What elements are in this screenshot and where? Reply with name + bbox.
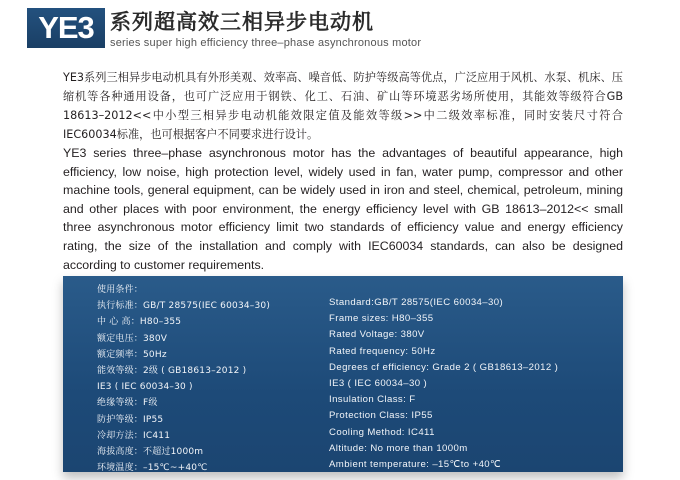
spec-cn-protection: 防护等级：IP55 (97, 414, 164, 425)
spec-en-efficiency: Degrees cf efficiency: Grade 2 ( GB18613–2012 ) (329, 361, 559, 373)
spec-en-frame-size: Frame sizes: H80–355 (329, 313, 434, 325)
spec-cn-standard: 执行标准：GB/T 28575(IEC 60034–30) (97, 301, 271, 312)
page-title-cn: 系列超高效三相异步电动机 (110, 10, 374, 34)
spec-cn-altitude: 海拔高度：不超过1000m (97, 446, 204, 457)
spec-cn-cooling: 冷却方法：IC411 (97, 430, 171, 441)
spec-cn-ie3: IE3 ( IEC 60034–30 ) (97, 382, 193, 393)
spec-en-frequency: Rated frequency: 50Hz (329, 345, 436, 357)
spec-en-insulation: Insulation Class: F (329, 394, 416, 406)
page-header (0, 0, 680, 62)
spec-cn-voltage: 额定电压：380V (97, 333, 168, 344)
description-cn: YE3系列三相异步电动机具有外形美观、效率高、噪音低、防护等级高等优点，广泛应用于风机、水泵、机床、压缩机等各种通用设备，也可广泛应用于钢铁、化工、石油、矿山等环境恶劣场所使用，其能效等级符合GB 18613–2012<<中小型三相异步电动机能效限定值及能效等级>>中二级效率标准，同时安装尺寸符合IEC60034标准，也可根据客户不同要求进行设计。 (63, 71, 635, 141)
spec-cn-heading: 使用条件： (97, 285, 144, 295)
spec-en-standard: Standard:GB/T 28575(IEC 60034–30) (329, 297, 504, 308)
spec-en-ie3: IE3 ( IEC 60034–30 ) (329, 377, 428, 389)
spec-en-temperature: Ambient temperature: –15℃to +40℃ (329, 458, 502, 470)
spec-en-altitude: Altitude: No more than 1000m (329, 442, 468, 454)
spec-cn-frequency: 额定频率：50Hz (97, 349, 167, 360)
spec-en-voltage: Rated Voltage: 380V (329, 329, 425, 341)
spec-en-protection: Protection Class: IP55 (329, 410, 433, 422)
specifications-en (329, 295, 619, 473)
spec-cn-temperature: 环境温度：–15℃~+40℃ (97, 463, 208, 474)
description-en: YE3 series three–phase asynchronous motor has the advantages of beautiful appearance, high efficiency, low noise, high protection level, widely used in fan, water pump, compressor and other machine tools, general equipment, can be widely used in iron and steel, chemical, petroleum, mining and other places with poor environment, the energy efficiency level with GB 18613–2012<< small three asynchronous motor efficiency limit two standards of efficiency value and energy efficiency rating, the size of the installation and comply with IEC60034 standards, can also be designed according to customer requirements. (63, 146, 623, 272)
model-logo: YE3 (27, 8, 105, 48)
specifications-cn (97, 282, 327, 476)
spec-cn-insulation: 绝缘等级：F级 (97, 398, 158, 409)
specifications-panel (63, 276, 623, 472)
spec-cn-efficiency: 能效等级：2级 ( GB18613–2012 ) (97, 365, 247, 376)
spec-en-cooling: Cooling Method: IC411 (329, 426, 435, 438)
spec-cn-frame-size: 中 心 高：H80–355 (97, 317, 182, 328)
page-title-en: series super high efficiency three–phase asynchronous motor (110, 37, 422, 49)
